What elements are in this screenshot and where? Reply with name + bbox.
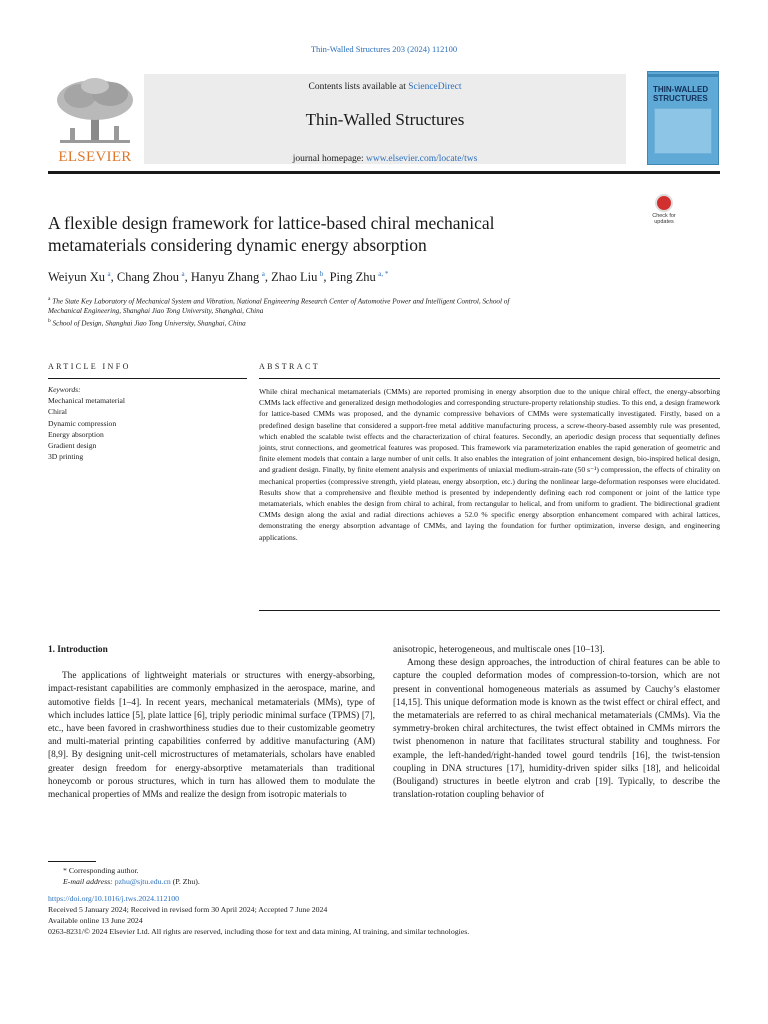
footnote-divider — [48, 861, 96, 862]
keyword-item[interactable]: Dynamic compression — [48, 418, 117, 428]
keyword-item[interactable]: 3D printing — [48, 452, 84, 462]
journal-header — [48, 70, 628, 166]
author-name[interactable]: Chang Zhou — [116, 270, 180, 285]
journal-homepage-link[interactable]: www.elsevier.com/locate/tws — [366, 154, 478, 164]
body-column-right — [393, 644, 720, 802]
body-column-left — [48, 644, 375, 802]
article-info-rule — [48, 378, 247, 379]
sciencedirect-link[interactable]: ScienceDirect — [408, 82, 462, 92]
author-affiliation-mark[interactable]: b — [319, 270, 324, 278]
author-affiliation-mark[interactable]: a — [181, 270, 185, 278]
email-label: E-mail address: — [63, 877, 113, 887]
homepage-prefix: journal homepage: — [292, 154, 367, 164]
affiliation-text: The State Key Laboratory of Mechanical System and Vibration, National Engineering Research Center of Automotive Power and Intelligent Control, School of — [52, 297, 510, 306]
available-online: Available online 13 June 2024 — [48, 916, 143, 926]
affiliation-text-cont: Mechanical Engineering, Shanghai Jiao Tong University, Shanghai, China — [48, 307, 264, 316]
abstract-bottom-rule — [259, 610, 720, 611]
author-name[interactable]: Hanyu Zhang — [190, 270, 260, 285]
article-title-line2: metamaterials considering dynamic energy absorption — [48, 235, 427, 255]
elsevier-tree-icon — [50, 76, 140, 148]
contents-line — [144, 82, 626, 92]
crossmark-icon — [655, 194, 673, 212]
author-list: Weiyun Xu $^a$, Chang Zhou $^a$, Hanyu Zhang $^a$, Zhao Liu $^b$, Ping Zhu $^{a, *}$ — [48, 270, 389, 285]
author-affiliation-mark[interactable]: a, * — [378, 270, 389, 278]
abstract-rule — [259, 378, 720, 379]
article-info-label: ARTICLE INFO — [48, 362, 131, 371]
email-line — [48, 876, 728, 887]
cover-title-line2: STRUCTURES — [653, 93, 708, 103]
contents-prefix: Contents lists available at — [308, 82, 409, 92]
cover-title — [653, 86, 714, 103]
journal-cover-thumbnail[interactable] — [647, 71, 719, 165]
article-title — [48, 212, 608, 256]
crossmark-line1: Check for — [652, 213, 676, 219]
affiliation-mark: b — [48, 318, 51, 324]
received-dates: Received 5 January 2024; Received in revised form 30 April 2024; Accepted 7 June 2024 — [48, 904, 328, 914]
elsevier-logo[interactable] — [48, 70, 142, 166]
affiliation-b — [48, 316, 628, 328]
section-heading-introduction: 1. Introduction — [48, 645, 108, 655]
email-suffix: (P. Zhu). — [170, 877, 200, 887]
author-name[interactable]: Weiyun Xu — [48, 270, 105, 285]
abstract-body: While chiral mechanical metamaterials (CMMs) are reported promising in energy absorption due to the unique chiral effect, the energy-absorbing CMMs lack effective and generalized design methodologies and corresponding structure-property relationship studies. To this end, a design framework for lattice-based CMMs was proposed, and the dynamic compressive behaviors of CMMs were systematically investigated. Firstly, based on a predefined design baseline that considered a support-free metal additive manufacturing process, a screw-theory-based assembly rule was presented, which enabled the scalable twist effects and the characterization of chiral features. Secondly, an aperiodic design process that sequentially defines joints, strut connections, and geometrical features was proposed. This framework via parameterization enables the rapid generation of geometric and finite element models that contain a large number of unit cells. It also enables the integration of joint enhancement design, bio-inspired helical design, and gradient design. Finally, by finite element analysis and experiments of uniaxial medium-strain-rate (50 s⁻¹) compression, the effects of chirality on mechanical properties (compressive strength, yield plateau, energy absorption, etc.) during the nonlinear large-deformation responses were elucidated. Results show that a comprehensive and flexible method is presented by independently defining each rod component or joint of the lattice type metamaterials, which enables the design from chiral to achiral, from rectangular to helical, and from uniform to gradient. The bidirectional gradient CMMs design along the axial and radial directions achieves a 52.0 % specific energy absorption enhancement compared with achiral lattices, demonstrating the energy absorption advantage of CMMs, and laying the foundation for further optimization, inverse design, and engineering applications. — [259, 387, 720, 542]
body-paragraph: Among these design approaches, the introduction of chiral features can be able to capture the coupled deformation modes of compression-to-torsion, which are not present in conventional homogeneous materials as assumed by Cauchy’s elastomer [14,15]. This unique deformation mode is known as the twist effect or chiral effect, and the metamaterials are referred to as chiral mechanical metamaterials (CMMs). Via the symmetry-broken chiral architectures, the twist effect obtained in CMMs mirrors the twist phenomenon in nature that facilitates structural stability and toughness. For example, the left-handed/right-handed towel gourd tendrils [16], the twist-tension coupling in DNA structures [17], humidity-driven spider silks [18], and helicoidal (Bouligand) structures in beetle elytron and crab [19]. Typically, to describe the translation-rotation coupling behavior of — [393, 658, 720, 801]
keyword-item[interactable]: Chiral — [48, 407, 67, 417]
journal-title[interactable]: Thin-Walled Structures — [305, 110, 465, 129]
keywords-heading: Keywords: — [48, 385, 81, 394]
author-name[interactable]: Ping Zhu — [329, 270, 376, 285]
author-name[interactable]: Zhao Liu — [271, 270, 318, 285]
doi-link[interactable]: https://doi.org/10.1016/j.tws.2024.112100 — [48, 893, 180, 903]
keywords-block — [48, 384, 238, 462]
header-divider — [48, 171, 720, 174]
footnotes — [48, 865, 728, 938]
abstract-label: ABSTRACT — [259, 362, 320, 371]
copyright-line: 0263-8231/© 2024 Elsevier Ltd. All rights are reserved, including those for text and data mining, AI training, and similar technologies. — [48, 927, 470, 937]
cover-panel — [654, 108, 712, 154]
corresponding-author-note: * Corresponding author. — [63, 866, 139, 875]
author-affiliation-mark[interactable]: a — [261, 270, 265, 278]
check-for-updates-badge[interactable] — [645, 194, 683, 228]
cover-stripe — [648, 74, 718, 77]
email-link[interactable]: pzhu@sjtu.edu.cn — [114, 877, 171, 887]
affiliation-mark: a — [48, 296, 51, 302]
homepage-line — [144, 154, 626, 164]
elsevier-wordmark: ELSEVIER — [58, 149, 132, 165]
crossmark-line2: updates — [654, 219, 674, 225]
body-paragraph-continuation: anisotropic, heterogeneous, and multiscale ones [10–13]. — [393, 645, 605, 655]
affiliation-text: School of Design, Shanghai Jiao Tong University, Shanghai, China — [52, 319, 246, 328]
article-title-line1: A flexible design framework for lattice-based chiral mechanical — [48, 213, 495, 233]
author-affiliation-mark[interactable]: a — [107, 270, 111, 278]
affiliation-a — [48, 294, 628, 316]
journal-citation[interactable]: Thin-Walled Structures 203 (2024) 112100 — [310, 44, 458, 54]
keyword-item[interactable]: Gradient design — [48, 441, 97, 451]
crossmark-label — [645, 213, 683, 225]
body-paragraph: The applications of lightweight materials or structures with energy-absorbing, impact-resistant capabilities are commonly emphasized in the aerospace, marine, and automotive fields [1–4]. In recent years, mechanical metamaterials (MMs), type of which includes lattice [5], plate lattice [6], triply periodic minimal surface (TPMS) [7], etc., have been favored in crashworthiness studies due to their customizable geometry and multi-material printing capabilities conferred by additive manufacturing (AM) [8,9]. By designing unit-cell microstructures of metamaterials, scholars have enabled greater design freedom for energy-absorptive metamaterials than traditional honeycomb or porous structures, which in turn has allowed them to modulate the mechanical properties of MMs and realize the design from isotropic materials to — [48, 671, 375, 801]
keyword-item[interactable]: Mechanical metamaterial — [48, 396, 125, 406]
cover-title-line1: THIN-WALLED — [653, 85, 709, 94]
keyword-item[interactable]: Energy absorption — [48, 429, 104, 439]
journal-info-box — [144, 74, 626, 164]
